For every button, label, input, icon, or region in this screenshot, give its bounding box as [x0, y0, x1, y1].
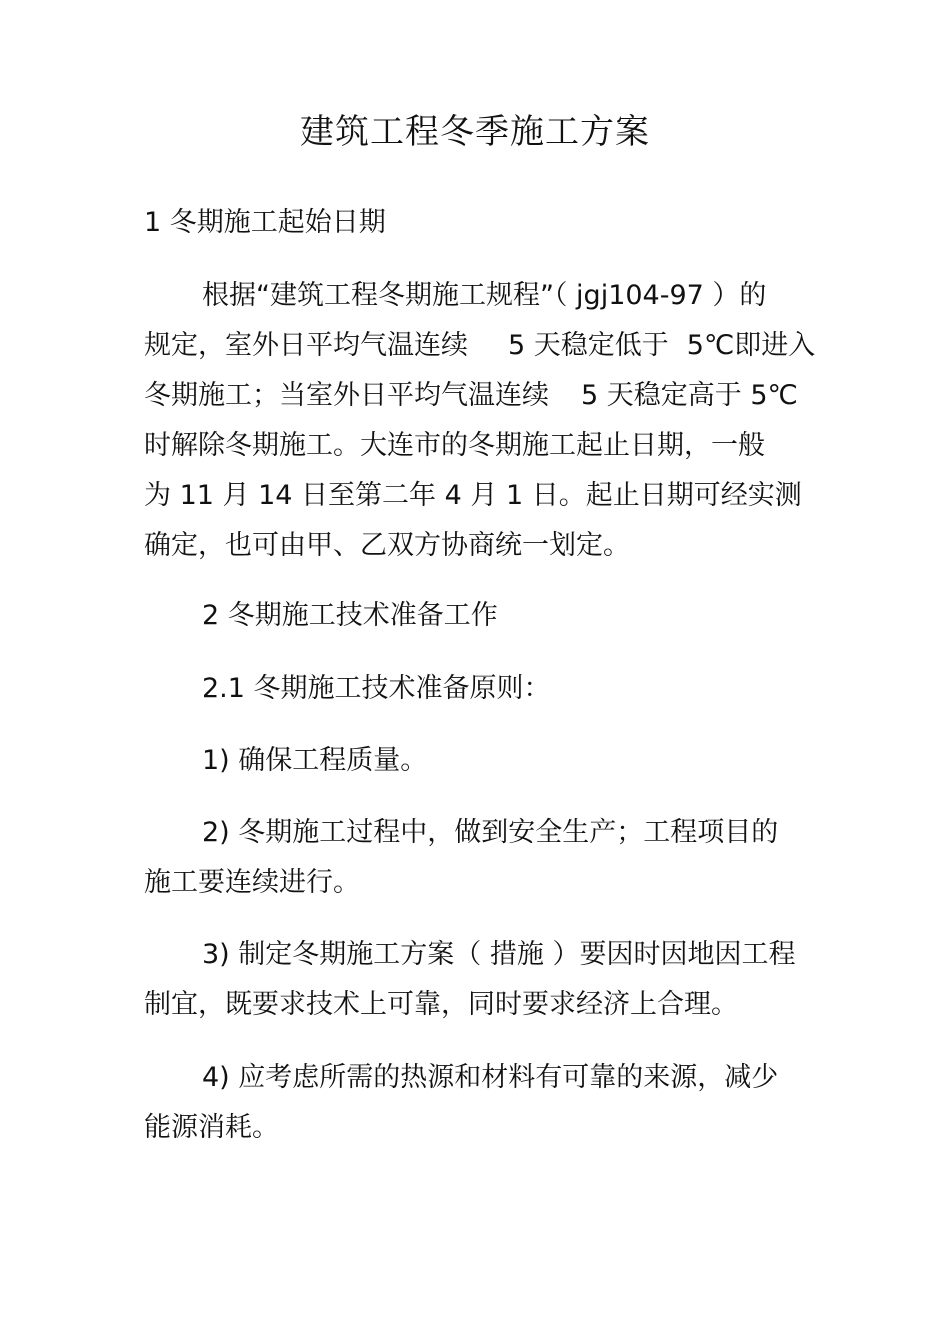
section-1-heading — [144, 198, 808, 248]
list-item — [144, 1053, 808, 1153]
list-item-line: 4) 应考虑所需的热源和材料有可靠的来源，减少 — [202, 1062, 779, 1093]
section-2-heading — [144, 591, 808, 641]
paragraph-line: 时解除冬期施工。大连市的冬期施工起止日期，一般 — [144, 430, 765, 461]
paragraph-line: 确定，也可由甲、乙双方协商统一划定。 — [144, 530, 630, 561]
section-2-1-heading — [144, 664, 808, 714]
list-item-line: 1) 确保工程质量。 — [202, 745, 428, 776]
list-item — [144, 808, 808, 908]
list-item-line: 施工要连续进行。 — [144, 867, 360, 898]
paragraph-line — [144, 321, 816, 371]
section-1-heading-text: 1 冬期施工起始日期 — [144, 207, 386, 238]
list-item-line: 能源消耗。 — [144, 1112, 279, 1143]
paragraph-fragment: 5 天稳定高于 5℃ — [581, 380, 798, 411]
paragraph-line: 为 11 月 14 日至第二年 4 月 1 日。起止日期可经实测 — [144, 480, 802, 511]
list-item — [144, 930, 808, 1030]
list-item-line: 制宜，既要求技术上可靠，同时要求经济上合理。 — [144, 989, 738, 1020]
document-title: 建筑工程冬季施工方案 — [300, 112, 650, 152]
list-item-line: 3) 制定冬期施工方案（ 措施 ）要因时因地因工程 — [202, 939, 796, 970]
section-2-heading-text: 2 冬期施工技术准备工作 — [202, 600, 498, 631]
paragraph-fragment: 5℃即进入 — [686, 330, 816, 361]
section-1-paragraph — [144, 271, 816, 571]
section-2-1-heading-text: 2.1 冬期施工技术准备原则： — [202, 673, 551, 704]
paragraph-fragment: 冬期施工；当室外日平均气温连续 — [144, 380, 549, 411]
paragraph-line: 根据“建筑工程冬期施工规程”（ jgj104-97 ）的 — [202, 280, 767, 311]
paragraph-fragment: 5 天稳定低于 — [508, 330, 669, 361]
paragraph-line — [144, 371, 808, 421]
list-item — [144, 736, 808, 786]
paragraph-fragment: 规定，室外日平均气温连续 — [144, 330, 468, 361]
list-item-line: 2) 冬期施工过程中，做到安全生产；工程项目的 — [202, 817, 779, 848]
